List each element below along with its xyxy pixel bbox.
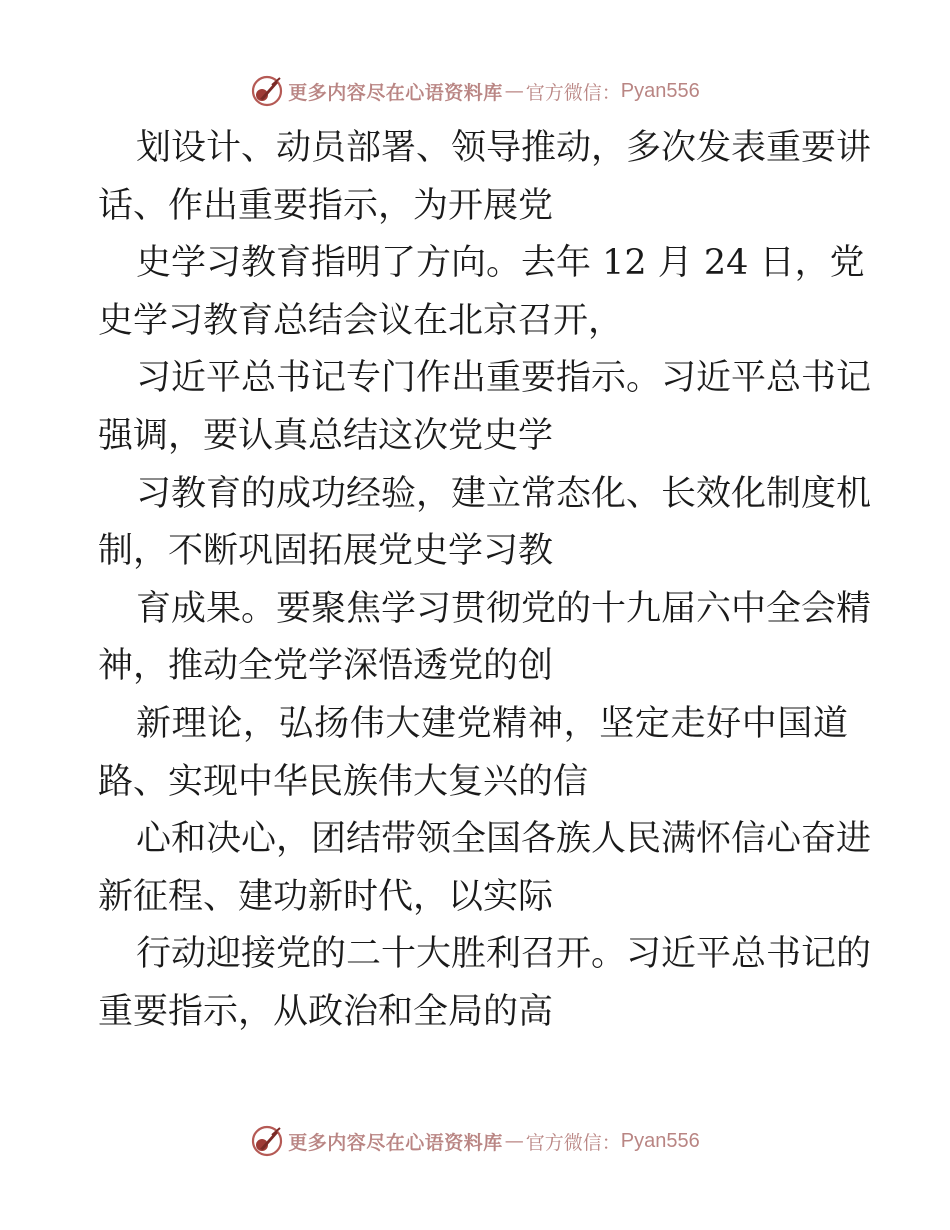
document-body [98,120,872,1042]
text-line: 习教育的成功经验，建立常态化、长效化制度机 [136,473,872,514]
text-line: 话、作出重要指示，为开展党 [98,185,554,226]
text-line: 新征程、建功新时代，以实际 [98,876,554,917]
paragraph [98,235,865,350]
banner-wechat-id: Pyan556 [620,79,700,102]
text-line: 制，不断巩固拓展党史学习教 [98,531,554,572]
footer-banner [0,1121,950,1161]
text-line: 划设计、动员部署、领导推动，多次发表重要讲 [136,128,872,168]
paragraph [98,581,872,696]
text-line: 路、实现中华民族伟大复兴的信 [98,761,589,802]
text-line: 重要指示，从政治和全局的高 [98,991,554,1032]
text-line: 习近平总书记专门作出重要指示。习近平总书记 [136,358,872,399]
paragraph [98,811,872,926]
banner-title: 更多内容尽在心语资料库 [288,1131,503,1154]
banner-dash: — [504,80,524,102]
paragraph [98,696,858,811]
text-line: 新理论，弘扬伟大建党精神，坚定走好中国道 [136,703,848,744]
quill-pen-circle-icon [250,1124,284,1158]
text-line: 育成果。要聚焦学习贯彻党的十九届六中全会精 [136,588,872,629]
quill-pen-circle-icon [250,74,284,108]
banner-title: 更多内容尽在心语资料库 [288,81,503,104]
text-line: 行动迎接党的二十大胜利召开。习近平总书记的 [136,934,872,975]
text-line: 强调，要认真总结这次党史学 [98,415,554,456]
banner-wechat-id: Pyan556 [620,1129,700,1152]
paragraph [98,350,872,465]
text-line: 史学习教育总结会议在北京召开， [98,300,624,341]
banner-dash: — [504,1130,524,1152]
banner-wechat-label: 官方微信： [525,1131,621,1154]
text-line: 神，推动全党学深悟透党的创 [98,646,554,687]
header-banner [0,71,950,111]
paragraph [98,926,872,1041]
paragraph [98,466,872,581]
paragraph [98,120,872,235]
banner-wechat-label: 官方微信： [525,81,621,104]
text-line: 史学习教育指明了方向。去年 12 月 24 日，党 [136,243,865,284]
text-line: 心和决心，团结带领全国各族人民满怀信心奋进 [136,819,872,860]
